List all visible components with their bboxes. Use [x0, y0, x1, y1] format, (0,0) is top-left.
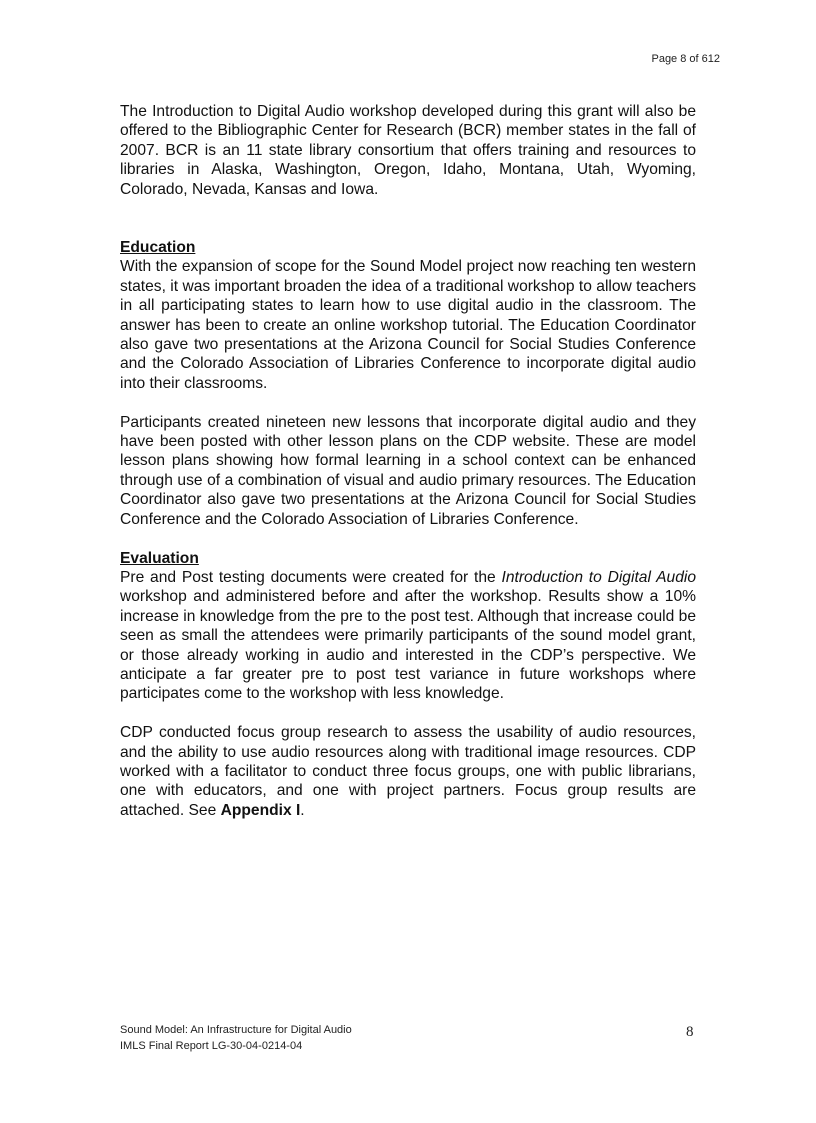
spacer — [120, 199, 696, 238]
evaluation-p2-before: CDP conducted focus group research to assess the usability of audio resources, and the ability to use audio resources along with traditional image resources. CDP worked with a facilitator to conduct three focus groups, one with public librarians, one with educators, and one with project partners. Focus group results are attached. See — [120, 724, 696, 819]
evaluation-p1-after: workshop and administered before and after the workshop. Results show a 10% increase in knowledge from the pre to the post test. Although that increase could be seen as small the attendees were primarily participants of the sound model grant, or those already working in audio and interested in the CDP’s perspective. We anticipate a far greater pre to post test variance in future workshops where participates come to the workshop with less knowledge. — [120, 588, 696, 703]
evaluation-p1-before: Pre and Post testing documents were created for the — [120, 568, 502, 586]
page-label: Page 8 of 612 — [651, 53, 720, 65]
spacer — [120, 529, 696, 548]
evaluation-p1-italic-title: Introduction to Digital Audio — [501, 568, 697, 586]
footer — [120, 1022, 352, 1054]
education-paragraph-1: With the expansion of scope for the Sound Model project now reaching ten western states, it was important broaden the idea of a traditional workshop to allow teachers in all participating states to learn how to use digital audio in the classroom. The answer has been to create an online workshop tutorial. The Education Coordinator also gave two presentations at the Arizona Council for Social Studies Conference and the Colorado Association of Libraries Conference to incorporate digital audio into their classrooms. — [120, 258, 696, 392]
footer-report-id: IMLS Final Report LG-30-04-0214-04 — [120, 1040, 303, 1052]
document-body — [120, 102, 696, 820]
evaluation-p2-after: . — [300, 801, 305, 819]
evaluation-paragraph-1 — [120, 568, 696, 704]
education-heading: Education — [120, 239, 196, 257]
intro-paragraph: The Introduction to Digital Audio workshop developed during this grant will also be offered to the Bibliographic Center for Research (BCR) member states in the fall of 2007. BCR is an 11 state library consortium that offers training and resources to libraries in Alaska, Washington, Oregon, Idaho, Montana, Utah, Wyoming, Colorado, Nevada, Kansas and Iowa. — [120, 103, 696, 198]
education-paragraph-2: Participants created nineteen new lessons that incorporate digital audio and they have been posted with other lesson plans on the CDP website. These are model lesson plans showing how formal learning in a school context can be enhanced through use of a combination of visual and audio primary resources. The Education Coordinator also gave two presentations at the Arizona Council for Social Studies Conference and the Colorado Association of Libraries Conference. — [120, 413, 696, 528]
appendix-reference: Appendix I — [220, 801, 301, 819]
spacer — [120, 704, 696, 723]
footer-page-number: 8 — [686, 1024, 694, 1040]
evaluation-heading: Evaluation — [120, 549, 199, 567]
evaluation-paragraph-2 — [120, 723, 696, 820]
footer-title: Sound Model: An Infrastructure for Digital Audio — [120, 1024, 352, 1036]
spacer — [120, 393, 696, 412]
